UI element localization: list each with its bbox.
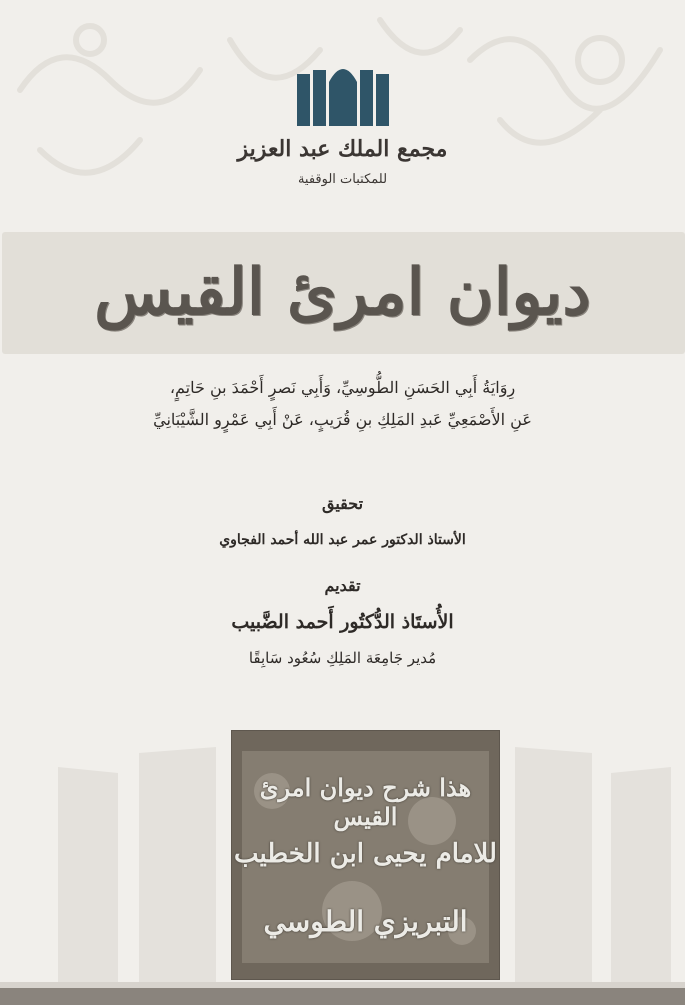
narration-chain <box>60 372 625 436</box>
narration-line-1: رِوَايَةُ أَبِي الحَسَنِ الطُّوسِيِّ، وَأَبِي نَصرٍ أَحْمَدَ بنِ حَاتِمٍ، <box>169 378 516 397</box>
library-book-dome-icon <box>295 58 391 128</box>
publisher-name: مجمع الملك عبد العزيز <box>237 136 448 162</box>
manuscript-line-1: هذا شرح ديوان امرئ القيس <box>259 773 472 831</box>
foreword-author-role: مُدير جَامِعَة المَلِكِ سُعُود سَابِقًا <box>248 649 437 667</box>
foreword-author-name: الأُستَاذ الدُّكتُور أَحمد الضَّبيب <box>231 611 454 633</box>
narration-line-2: عَنِ الأَصْمَعِيِّ عَبدِ المَلِكِ بنِ قُرَيبٍ، عَنْ أَبِي عَمْرٍو الشَّيْبَانِيِّ <box>153 410 532 429</box>
decorative-left-panels <box>55 745 220 990</box>
publisher-subtitle: للمكتبات الوقفية <box>297 172 388 187</box>
publisher-logo <box>0 58 685 128</box>
manuscript-title-page-image <box>231 730 500 980</box>
editor-name: الأستاذ الدكتور عمر عبد الله أحمد الفجاوي <box>219 532 466 548</box>
foreword-label: تقديم <box>324 576 361 595</box>
editor-label: تحقيق <box>321 494 364 513</box>
bottom-stripe <box>0 988 685 1005</box>
manuscript-line-2: للامام يحيى ابن الخطيب <box>234 839 497 869</box>
manuscript-line-3: التبريزي الطوسي <box>263 905 468 938</box>
book-title: ديوان امرئ القيس <box>94 255 591 330</box>
decorative-right-panels <box>513 745 678 990</box>
